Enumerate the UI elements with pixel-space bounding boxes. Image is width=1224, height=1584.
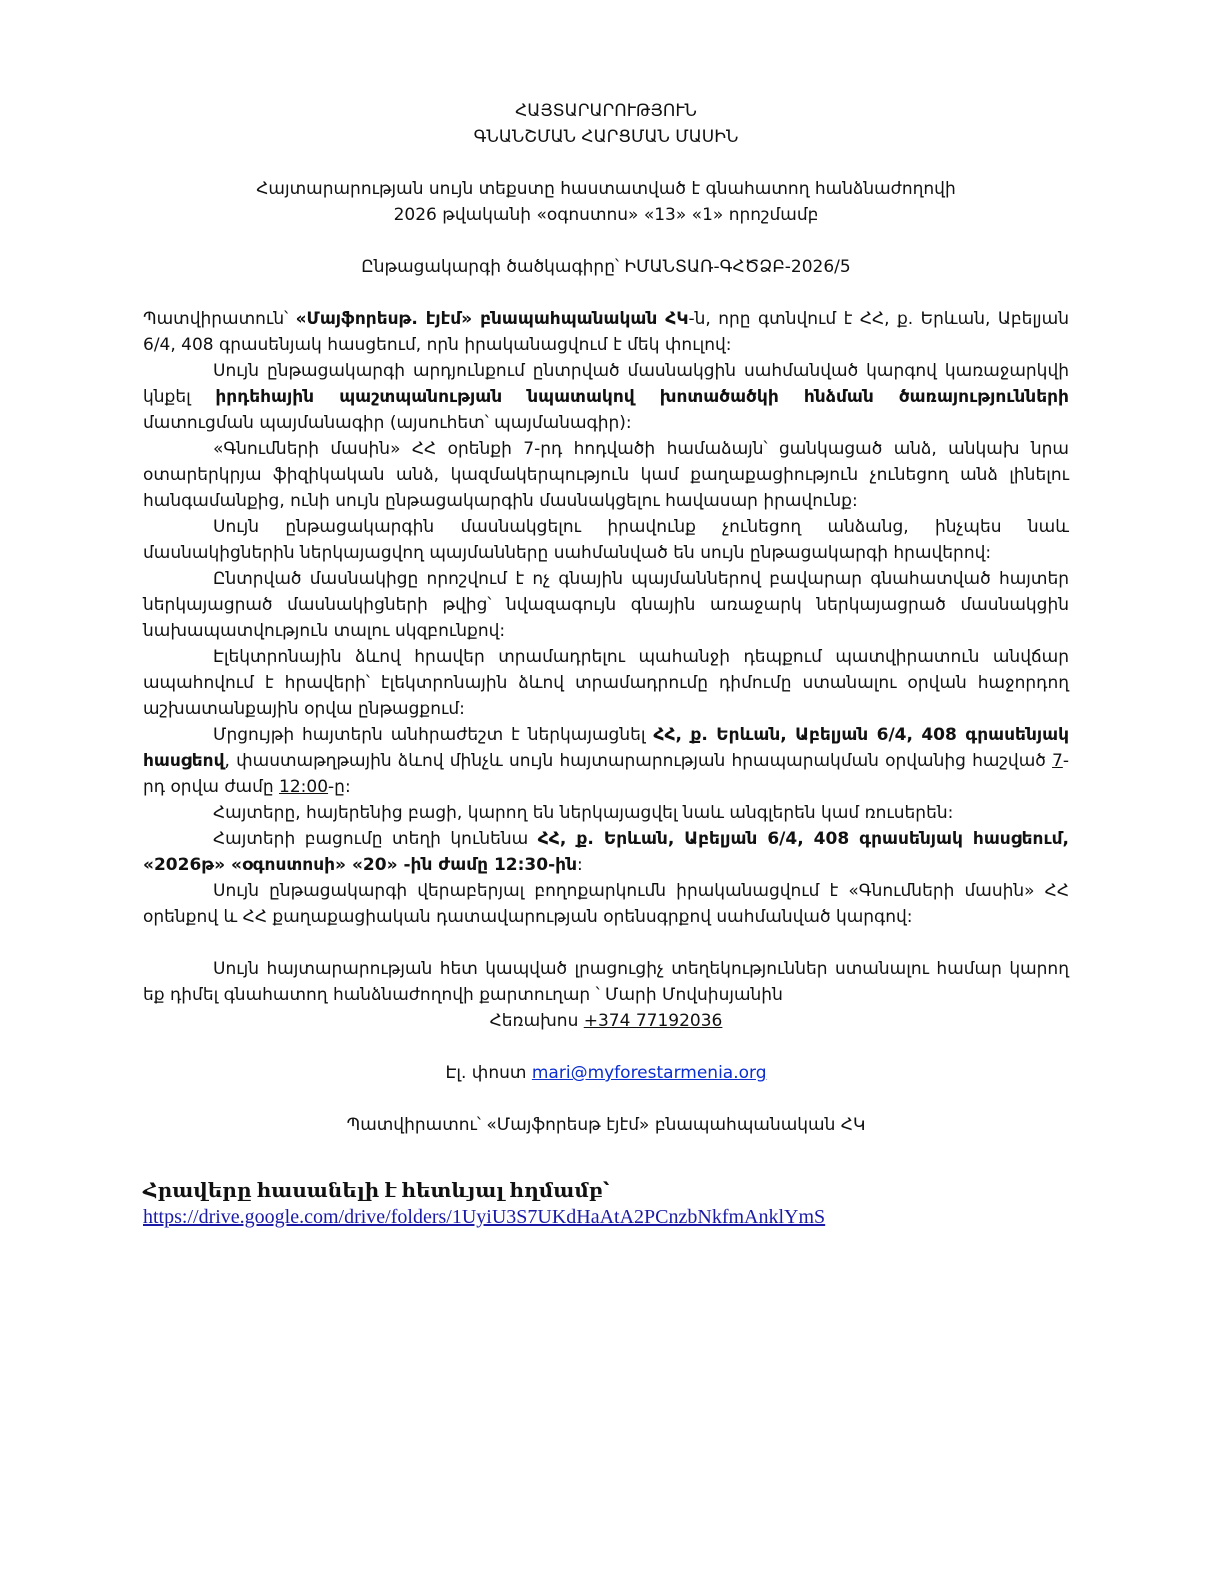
text: մատուցման պայմանագիր (այսուհետ՝ պայմանագիր): (143, 413, 632, 433)
document-title: ՀԱՅՏԱՐԱՐՈՒԹՅՈՒՆ (515, 101, 697, 121)
phone-line (143, 1008, 1069, 1034)
submission-address: ՀՀ, ք. Երևան, Աբելյան 6/4, 408 գրասենյակ հասցեով (143, 725, 1069, 771)
paragraph-contact: Սույն հայտարարության հետ կապված լրացուցիչ տեղեկություններ ստանալու համար կարող եք դիմել գնահատող հանձնաժողովի քարտուղար ՝ Մարի Մովսիսյանին (143, 959, 1069, 1005)
text: -րդ օրվա ժամը (143, 751, 1069, 797)
text: -ն, որը գտնվում է ՀՀ, ք. Երևան, Աբելյան 6/4, 408 գրասենյակ հասցեում, որն իրականացվում է մեկ փուլով: (143, 309, 1069, 355)
paragraph-law: «Գնումների մասին» ՀՀ օրենքի 7-րդ հոդվածի համաձայն՝ ցանկացած անձ, անկախ նրա օտարերկրյա ֆիզիկական անձ, կազմակերպություն կամ քաղաքացիություն չունեցող անձ լինելու հանգամանքից, ունի սույն ընթացակարգին մասնակցելու հավասար իրավունք: (143, 439, 1069, 511)
text: Պատվիրատուն՝ (143, 309, 296, 329)
email-line (143, 1060, 1069, 1086)
paragraph-opening (143, 826, 1069, 878)
client-line: Պատվիրատու՝ «Մայֆորեսթ էյէմ» բնապահպանական ՀԿ (346, 1115, 866, 1135)
paragraph-selection: Ընտրված մասնակիցը որոշվում է ոչ գնային պայմաններով բավարար գնահատված հայտեր ներկայացրած մասնակիցների թվից՝ նվազագույն գնային առաջարկ ներկայացրած մասնակցին նախապատվություն տալու սկզբունքով: (143, 569, 1069, 641)
deadline-day: 7 (1052, 751, 1063, 771)
text: , փաստաթղթային ձևով մինչև սույն հայտարարության հրապարակման օրվանից հաշված (224, 751, 1053, 771)
text: Հայտերի բացումը տեղի կունենա (213, 829, 538, 849)
paragraph-contract (143, 358, 1069, 436)
procedure-code: Ընթացակարգի ծածկագիրը՝ ԻՄԱՆՏԱՌ-ԳՀԾՁԲ-2026/5 (361, 257, 851, 277)
email-label: Էլ. փոստ (445, 1063, 532, 1083)
text: Մրցույթի հայտերն անհրաժեշտ է ներկայացնել (213, 725, 654, 745)
invitation-block (143, 1178, 1069, 1230)
approval-line-1: Հայտարարության սույն տեքստը հաստատված է գնահատող հանձնաժողովի (256, 179, 956, 199)
phone-number[interactable]: +374 77192036 (583, 1011, 723, 1031)
paragraph-client (143, 306, 1069, 358)
document-subtitle: ԳՆԱՆՇՄԱՆ ՀԱՐՑՄԱՆ ՄԱՍԻՆ (473, 127, 739, 147)
paragraph-eligibility: Սույն ընթացակարգին մասնակցելու իրավունք չունեցող անձանց, ինչպես նաև մասնակիցներին ներկայացվող պայմանները սահմանված են սույն ընթացակարգի հրավերով: (143, 517, 1069, 563)
deadline-time: 12:00 (279, 777, 329, 797)
phone-label: Հեռախոս (489, 1011, 584, 1031)
client-name: «Մայֆորեսթ. էյէմ» բնապահպանական ՀԿ (295, 309, 689, 329)
announcement-document (143, 98, 1069, 1230)
text: : (577, 855, 583, 875)
approval-line-2: 2026 թվականի «օգոստոս» «13» «1» որոշմամբ (393, 205, 819, 225)
paragraph-appeal: Սույն ընթացակարգի վերաբերյալ բողոքարկումն իրականացվում է «Գնումների մասին» ՀՀ օրենքով և ՀՀ քաղաքացիական դատավարության օրենսգրքով սահմանված կարգով: (143, 881, 1069, 927)
opening-details: ՀՀ, ք. Երևան, Աբելյան 6/4, 408 գրասենյակ հասցեում, «2026թ» «օգոստոսի» «20» -ին ժամը 12:30-ին (143, 829, 1069, 875)
service-name: իրդեհային պաշտպանության նպատակով խոտածածկի հնձման ծառայությունների (215, 387, 1069, 407)
paragraph-electronic: Էլեկտրոնային ձևով հրավեր տրամադրելու պահանջի դեպքում պատվիրատուն անվճար ապահովում է հրավերի՝ էլեկտրոնային ձևով տրամադրումը դիմումը ստանալու օրվան հաջորդող աշխատանքային օրվա ընթացքում: (143, 647, 1069, 719)
paragraph-submission (143, 722, 1069, 800)
invitation-label: Հրավերը հասանելի է հետևյալ հղմամբ՝ (143, 1180, 610, 1202)
drive-link[interactable]: https://drive.google.com/drive/folders/1UyiU3S7UKdHaAtA2PCnzbNkfmAnklYmS (143, 1206, 826, 1228)
text: -ը: (328, 777, 351, 797)
email-link[interactable]: mari@myforestarmenia.org (531, 1063, 767, 1083)
paragraph-languages: Հայտերը, հայերենից բացի, կարող են ներկայացվել նաև անգլերեն կամ ռուսերեն: (213, 803, 954, 823)
text: Սույն ընթացակարգի արդյունքում ընտրված մասնակցին սահմանված կարգով կառաջարկվի կնքել (143, 361, 1069, 407)
